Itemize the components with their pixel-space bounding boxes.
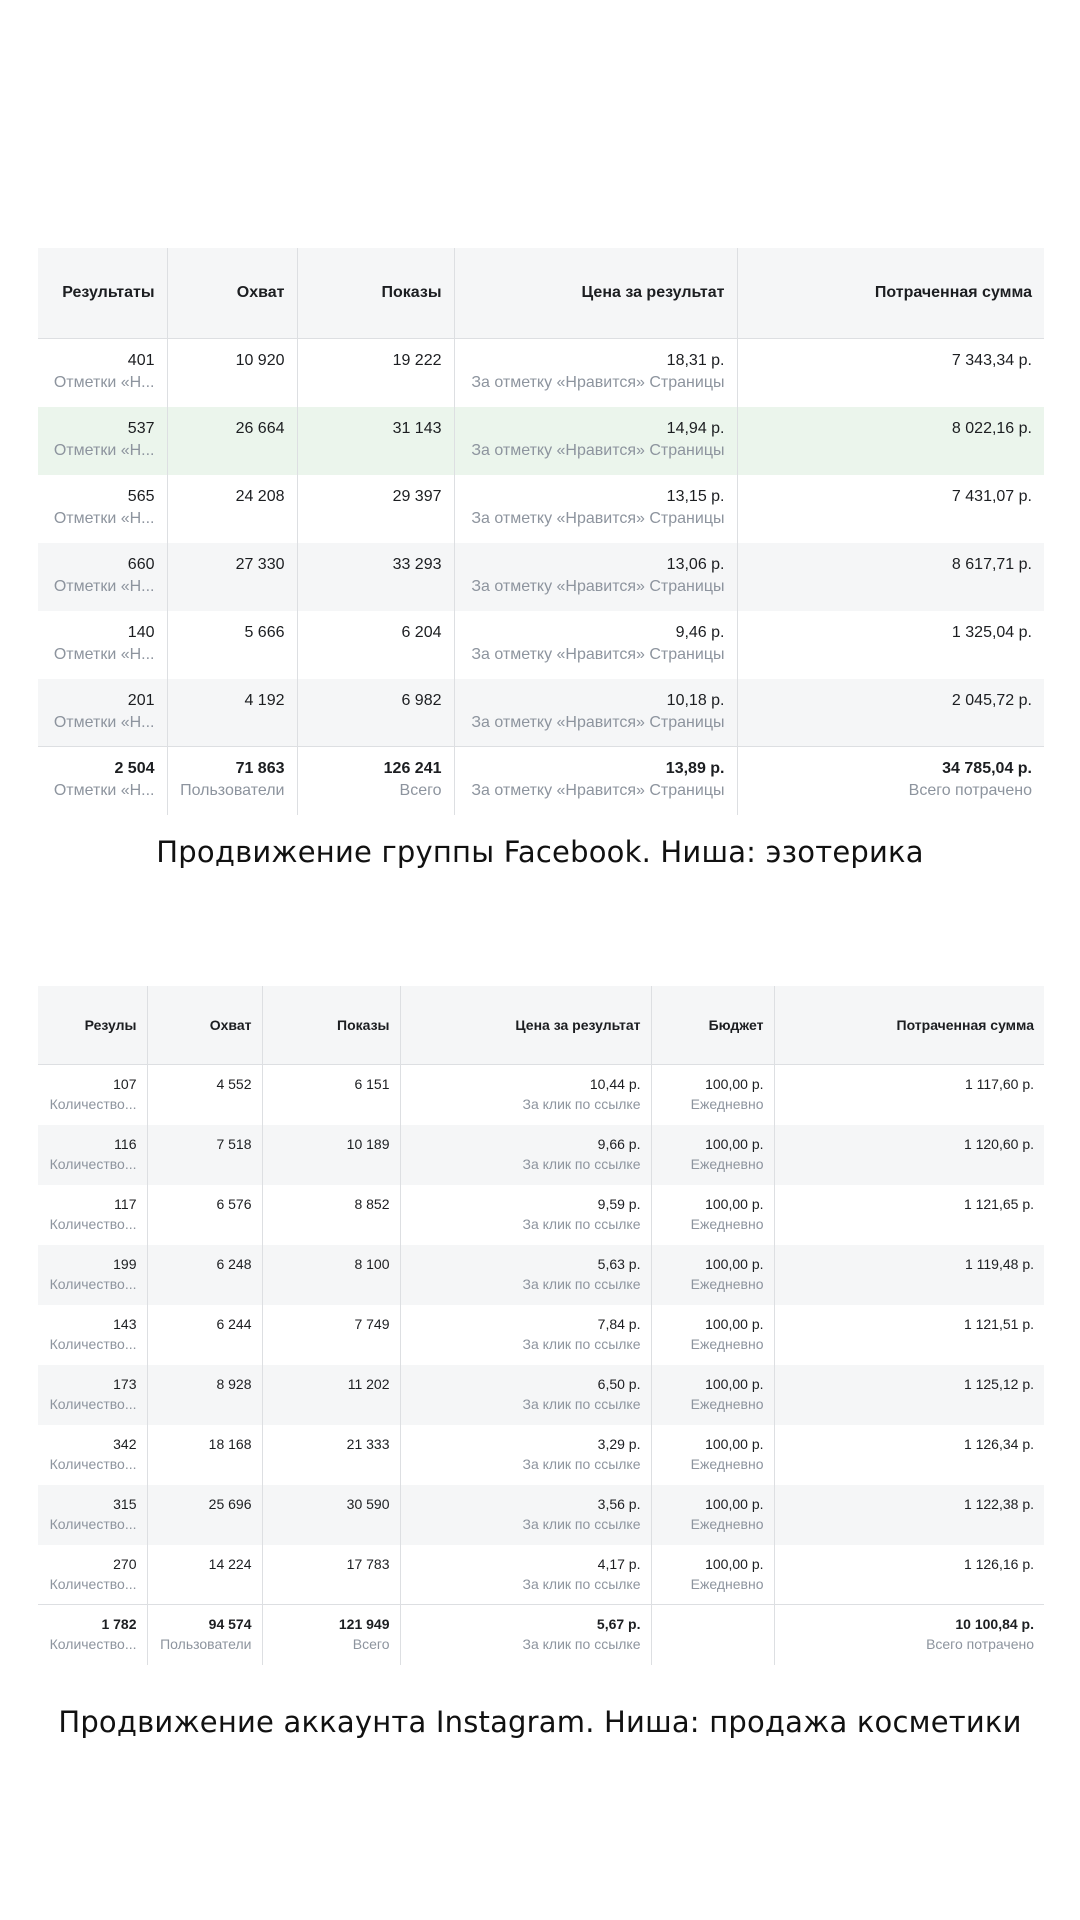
reach-cell-value: 18 168 [208,1435,252,1452]
result-cell-value: 315 [113,1495,137,1512]
cost-per-result-cell-value: 13,06 р. [666,555,725,573]
total-result-cell-value: 2 504 [114,760,155,777]
amount-spent-cell [737,407,1044,475]
reach-cell [147,1245,262,1305]
result-cell-sub: Количество... [49,1395,137,1412]
result-cell [38,339,167,407]
cost-per-result-cell [454,407,737,475]
amount-spent-cell-value: 1 121,65 р. [963,1195,1034,1212]
table-row[interactable] [38,475,1044,543]
reach-cell [147,1065,262,1125]
total-reach-cell [167,747,297,815]
cost-per-result-cell-value: 3,56 р. [597,1495,641,1512]
result-cell [38,1485,147,1545]
col-header-results[interactable]: Резулы [38,986,147,1065]
reach-cell [147,1545,262,1605]
result-cell-value: 116 [114,1135,137,1152]
table-row[interactable] [38,1305,1044,1365]
reach-cell-value: 4 192 [244,691,285,709]
result-cell-sub: Количество... [49,1335,137,1352]
amount-spent-cell [774,1365,1044,1425]
budget-cell-value: 100,00 р. [705,1135,764,1152]
result-cell [38,1365,147,1425]
reach-cell-value: 7 518 [216,1135,252,1152]
total-amount-spent-cell-sub: Всего потрачено [926,1636,1034,1652]
cost-per-result-cell [400,1545,651,1605]
budget-cell-sub: Ежедневно [690,1335,764,1352]
budget-cell [651,1125,774,1185]
reach-cell-value: 5 666 [244,623,285,641]
table-row[interactable] [38,1065,1044,1125]
impressions-cell-value: 33 293 [392,555,442,573]
budget-cell-value: 100,00 р. [705,1555,764,1572]
amount-spent-cell-value: 8 617,71 р. [951,555,1032,573]
cost-per-result-cell-sub: За отметку «Нравится» Страницы [471,713,725,731]
impressions-cell-value: 8 100 [354,1255,390,1272]
amount-spent-cell [774,1305,1044,1365]
budget-cell-value: 100,00 р. [705,1255,764,1272]
reach-cell [147,1185,262,1245]
amount-spent-cell-value: 1 122,38 р. [963,1495,1034,1512]
budget-cell [651,1305,774,1365]
cost-per-result-cell [400,1365,651,1425]
cost-per-result-cell [400,1425,651,1485]
reach-cell-value: 24 208 [235,487,285,505]
result-cell-value: 140 [127,623,155,641]
total-reach-cell-sub: Пользователи [160,1636,252,1652]
result-cell-value: 199 [113,1255,137,1272]
reach-cell-value: 4 552 [216,1076,252,1092]
budget-cell-sub: Ежедневно [690,1575,764,1592]
amount-spent-cell [774,1125,1044,1185]
impressions-cell-value: 31 143 [392,419,442,437]
impressions-cell [262,1365,400,1425]
reach-cell [167,611,297,679]
result-cell-value: 660 [127,555,155,573]
amount-spent-cell [774,1245,1044,1305]
cost-per-result-cell-sub: За клик по ссылке [522,1575,641,1592]
cost-per-result-cell-value: 6,50 р. [597,1375,641,1392]
total-impressions-cell [297,747,454,815]
total-cost-per-result-cell-value: 13,89 р. [665,760,725,777]
table-row[interactable] [38,611,1044,679]
cost-per-result-cell [400,1065,651,1125]
amount-spent-cell-value: 1 325,04 р. [951,623,1032,641]
result-cell-value: 342 [113,1435,137,1452]
cost-per-result-cell [400,1305,651,1365]
result-cell-sub: Количество... [49,1155,137,1172]
reach-cell-value: 6 248 [216,1255,252,1272]
table-row[interactable] [38,1245,1044,1305]
budget-cell [651,1425,774,1485]
cost-per-result-cell-value: 5,63 р. [597,1255,641,1272]
result-cell [38,475,167,543]
total-impressions-cell [262,1605,400,1665]
cost-per-result-cell [454,679,737,747]
amount-spent-cell-value: 1 119,48 р. [964,1255,1034,1272]
total-reach-cell [147,1605,262,1665]
table-row[interactable] [38,1365,1044,1425]
budget-cell [651,1185,774,1245]
impressions-cell-value: 10 189 [346,1135,390,1152]
table-row[interactable] [38,339,1044,407]
impressions-cell-value: 30 590 [346,1495,390,1512]
impressions-cell [262,1485,400,1545]
budget-cell-sub: Ежедневно [690,1395,764,1412]
cost-per-result-cell-value: 4,17 р. [597,1555,641,1572]
budget-cell [651,1245,774,1305]
impressions-cell-value: 6 151 [354,1076,390,1092]
amount-spent-cell-value: 2 045,72 р. [951,691,1032,709]
facebook-results-table [38,248,1044,815]
result-cell-sub: Количество... [49,1575,137,1592]
total-reach-cell-value: 71 863 [235,760,285,777]
reach-cell-value: 14 224 [208,1555,252,1572]
col-header-cost-per-result[interactable]: Цена за результат [400,986,651,1065]
result-cell-value: 107 [113,1076,137,1092]
amount-spent-cell-value: 8 022,16 р. [951,419,1032,437]
amount-spent-cell-value: 7 343,34 р. [951,352,1032,369]
result-cell [38,1125,147,1185]
table-header-row [38,248,1044,339]
cost-per-result-cell [454,611,737,679]
facebook-caption: Продвижение группы Facebook. Ниша: эзотерика [156,835,924,869]
result-cell [38,1245,147,1305]
budget-cell-sub: Ежедневно [690,1275,764,1292]
cost-per-result-cell-value: 10,18 р. [666,691,725,709]
result-cell-sub: Количество... [49,1455,137,1472]
budget-cell [651,1065,774,1125]
total-result-cell [38,747,167,815]
total-reach-cell-value: 94 574 [208,1616,252,1632]
total-impressions-cell-sub: Всего [352,1636,390,1652]
amount-spent-cell [737,543,1044,611]
result-cell-sub: Количество... [49,1515,137,1532]
budget-cell-value: 100,00 р. [705,1375,764,1392]
table-row[interactable] [38,407,1044,475]
cost-per-result-cell [454,475,737,543]
amount-spent-cell [774,1425,1044,1485]
result-cell-sub: Отметки «Н... [53,645,155,663]
reach-cell [147,1125,262,1185]
cost-per-result-cell-sub: За клик по ссылке [522,1515,641,1532]
cost-per-result-cell [400,1485,651,1545]
amount-spent-cell-value: 1 126,34 р. [963,1435,1034,1452]
reach-cell [167,543,297,611]
budget-cell-value: 100,00 р. [705,1195,764,1212]
cost-per-result-cell-value: 3,29 р. [597,1435,641,1452]
result-cell-sub: Отметки «Н... [53,713,155,731]
cost-per-result-cell-value: 7,84 р. [597,1315,641,1332]
reach-cell [167,339,297,407]
impressions-cell [297,679,454,747]
result-cell-value: 401 [127,352,155,369]
amount-spent-cell-value: 1 120,60 р. [963,1135,1034,1152]
impressions-cell-value: 21 333 [346,1435,390,1452]
budget-cell-sub: Ежедневно [690,1155,764,1172]
table-header-row [38,986,1044,1065]
amount-spent-cell-value: 1 126,16 р. [963,1555,1034,1572]
result-cell [38,611,167,679]
table-row[interactable] [38,1545,1044,1605]
result-cell-value: 117 [114,1195,137,1212]
impressions-cell-value: 11 202 [347,1375,390,1392]
reach-cell-value: 26 664 [235,419,285,437]
result-cell-sub: Количество... [49,1096,137,1112]
total-result-cell-sub: Количество... [49,1636,137,1652]
impressions-cell-value: 8 852 [354,1195,390,1212]
cost-per-result-cell-sub: За клик по ссылке [522,1395,641,1412]
cost-per-result-cell-sub: За отметку «Нравится» Страницы [471,577,725,595]
impressions-cell [262,1185,400,1245]
result-cell-value: 201 [127,691,155,709]
total-result-cell-sub: Отметки «Н... [53,782,155,799]
reach-cell [167,407,297,475]
table-row[interactable] [38,1185,1044,1245]
col-header-budget[interactable]: Бюджет [651,986,774,1065]
total-cost-per-result-cell-sub: За клик по ссылке [522,1636,641,1652]
cost-per-result-cell-sub: За клик по ссылке [522,1455,641,1472]
amount-spent-cell [774,1185,1044,1245]
cost-per-result-cell-value: 9,59 р. [597,1195,641,1212]
amount-spent-cell-value: 1 117,60 р. [964,1076,1034,1092]
result-cell-sub: Количество... [49,1275,137,1292]
result-cell-value: 143 [113,1315,137,1332]
table-row[interactable] [38,1125,1044,1185]
budget-cell-sub: Ежедневно [690,1215,764,1232]
budget-cell-value: 100,00 р. [705,1435,764,1452]
reach-cell-value: 10 920 [235,352,285,369]
budget-cell-sub: Ежедневно [690,1455,764,1472]
impressions-cell [262,1245,400,1305]
total-amount-spent-cell-value: 10 100,84 р. [955,1616,1034,1632]
col-header-reach[interactable]: Охват [147,986,262,1065]
result-cell [38,1185,147,1245]
cost-per-result-cell-sub: За клик по ссылке [522,1096,641,1112]
amount-spent-cell-value: 1 125,12 р. [963,1375,1034,1392]
reach-cell [167,679,297,747]
reach-cell [147,1485,262,1545]
cost-per-result-cell-value: 13,15 р. [666,487,725,505]
reach-cell-value: 25 696 [208,1495,252,1512]
col-header-amount-spent[interactable]: Потраченная сумма [737,248,1044,339]
cost-per-result-cell [454,543,737,611]
amount-spent-cell [737,611,1044,679]
result-cell-value: 173 [113,1375,137,1392]
col-header-reach[interactable]: Охват [167,248,297,339]
result-cell-sub: Отметки «Н... [53,577,155,595]
impressions-cell [297,543,454,611]
total-impressions-cell-value: 121 949 [338,1616,390,1632]
cost-per-result-cell-sub: За клик по ссылке [522,1155,641,1172]
cost-per-result-cell [400,1185,651,1245]
total-amount-spent-cell [774,1605,1044,1665]
budget-cell [651,1365,774,1425]
cost-per-result-cell-sub: За отметку «Нравится» Страницы [471,441,725,459]
total-budget-cell [651,1605,774,1665]
amount-spent-cell [774,1545,1044,1605]
result-cell [38,1425,147,1485]
col-header-impressions[interactable]: Показы [262,986,400,1065]
impressions-cell [297,339,454,407]
table-row[interactable] [38,1485,1044,1545]
impressions-cell-value: 7 749 [354,1315,390,1332]
impressions-cell [262,1305,400,1365]
cost-per-result-cell-sub: За клик по ссылке [522,1335,641,1352]
result-cell-sub: Количество... [49,1215,137,1232]
total-amount-spent-cell [737,747,1044,815]
table-row[interactable] [38,679,1044,747]
reach-cell [147,1305,262,1365]
result-cell [38,1305,147,1365]
cost-per-result-cell-value: 10,44 р. [589,1076,641,1092]
cost-per-result-cell-value: 14,94 р. [666,419,725,437]
budget-cell [651,1545,774,1605]
result-cell-sub: Отметки «Н... [53,509,155,527]
amount-spent-cell-value: 1 121,51 р. [963,1315,1034,1332]
budget-cell-value: 100,00 р. [705,1076,764,1092]
reach-cell-value: 6 244 [216,1315,252,1332]
result-cell [38,1545,147,1605]
result-cell [38,1065,147,1125]
impressions-cell-value: 6 204 [401,623,442,641]
total-impressions-cell-sub: Всего [399,782,442,799]
result-cell-value: 270 [113,1555,137,1572]
cost-per-result-cell-value: 9,46 р. [675,623,725,641]
budget-cell-value: 100,00 р. [705,1495,764,1512]
reach-cell [167,475,297,543]
instagram-caption: Продвижение аккаунта Instagram. Ниша: продажа косметики [58,1705,1022,1739]
reach-cell-value: 8 928 [216,1375,252,1392]
total-cost-per-result-cell [454,747,737,815]
impressions-cell-value: 6 982 [401,691,442,709]
cost-per-result-cell-sub: За отметку «Нравится» Страницы [471,509,725,527]
table-row[interactable] [38,543,1044,611]
amount-spent-cell [774,1065,1044,1125]
total-row [38,747,1044,815]
result-cell-sub: Отметки «Н... [53,374,155,391]
cost-per-result-cell [400,1125,651,1185]
total-cost-per-result-cell [400,1605,651,1665]
result-cell [38,679,167,747]
table-row[interactable] [38,1425,1044,1485]
result-cell-sub: Отметки «Н... [53,441,155,459]
impressions-cell-value: 19 222 [392,352,442,369]
amount-spent-cell [737,475,1044,543]
reach-cell-value: 27 330 [235,555,285,573]
cost-per-result-cell-sub: За клик по ссылке [522,1215,641,1232]
impressions-cell [262,1425,400,1485]
result-cell-value: 565 [127,487,155,505]
budget-cell-sub: Ежедневно [690,1096,764,1112]
total-cost-per-result-cell-value: 5,67 р. [596,1616,641,1632]
impressions-cell [297,475,454,543]
impressions-cell-value: 29 397 [392,487,442,505]
cost-per-result-cell-value: 9,66 р. [597,1135,641,1152]
budget-cell-sub: Ежедневно [690,1515,764,1532]
col-header-cost-per-result[interactable]: Цена за результат [454,248,737,339]
total-row [38,1605,1044,1665]
budget-cell-value: 100,00 р. [705,1315,764,1332]
budget-cell [651,1485,774,1545]
result-cell-value: 537 [127,419,155,437]
result-cell [38,543,167,611]
result-cell [38,407,167,475]
impressions-cell [297,611,454,679]
amount-spent-cell [737,339,1044,407]
cost-per-result-cell-sub: За отметку «Нравится» Страницы [471,374,725,391]
amount-spent-cell-value: 7 431,07 р. [951,487,1032,505]
total-result-cell-value: 1 782 [101,1616,137,1632]
reach-cell [147,1425,262,1485]
total-cost-per-result-cell-sub: За отметку «Нравится» Страницы [471,782,725,799]
cost-per-result-cell [400,1245,651,1305]
impressions-cell [297,407,454,475]
col-header-results[interactable]: Результаты [38,248,167,339]
total-amount-spent-cell-sub: Всего потрачено [908,782,1032,799]
reach-cell [147,1365,262,1425]
impressions-cell [262,1545,400,1605]
impressions-cell [262,1125,400,1185]
reach-cell-value: 6 576 [216,1195,252,1212]
col-header-impressions[interactable]: Показы [297,248,454,339]
cost-per-result-cell-value: 18,31 р. [666,352,725,369]
total-impressions-cell-value: 126 241 [383,760,442,777]
impressions-cell-value: 17 783 [346,1555,390,1572]
total-amount-spent-cell-value: 34 785,04 р. [942,760,1032,777]
impressions-cell [262,1065,400,1125]
col-header-amount-spent[interactable]: Потраченная сумма [774,986,1044,1065]
cost-per-result-cell [454,339,737,407]
amount-spent-cell [774,1485,1044,1545]
total-reach-cell-sub: Пользователи [180,782,285,799]
total-result-cell [38,1605,147,1665]
instagram-results-table [38,986,1044,1665]
cost-per-result-cell-sub: За клик по ссылке [522,1275,641,1292]
cost-per-result-cell-sub: За отметку «Нравится» Страницы [471,645,725,663]
amount-spent-cell [737,679,1044,747]
